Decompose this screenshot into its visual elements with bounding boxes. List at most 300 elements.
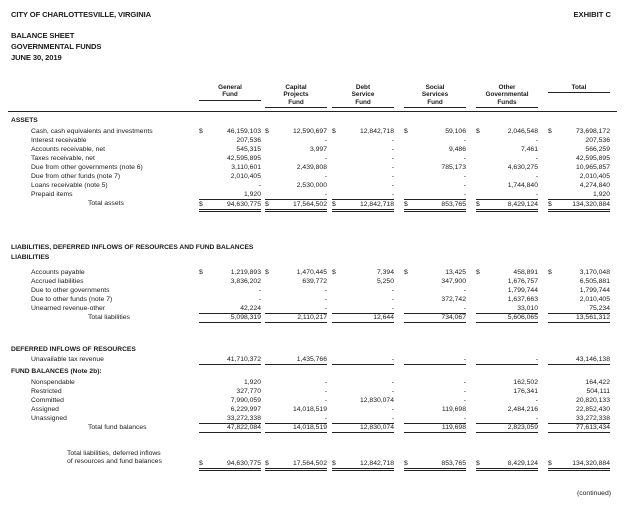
cell-value xyxy=(199,355,261,365)
amount: 853,765 xyxy=(441,460,466,467)
cell-value xyxy=(199,190,261,199)
cell-value xyxy=(199,145,261,154)
cell-value xyxy=(476,355,538,365)
cell-value xyxy=(404,405,466,414)
cell-value xyxy=(476,163,538,172)
amount: - xyxy=(463,155,466,162)
row-unearned xyxy=(0,304,625,313)
cell-value xyxy=(476,268,538,277)
amount: - xyxy=(463,305,466,312)
cell-value xyxy=(476,387,538,396)
amount: - xyxy=(535,155,538,162)
cell-value xyxy=(476,405,538,414)
cell-value xyxy=(548,387,610,396)
col-header-debt-service: Debt Service Fund xyxy=(332,84,394,108)
cell-value xyxy=(476,295,538,304)
cell-value xyxy=(332,190,394,199)
amount: - xyxy=(391,406,394,413)
cell-value xyxy=(548,172,610,181)
amount: 7,990,059 xyxy=(230,397,261,404)
amount: 77,613,434 xyxy=(575,424,610,431)
cell-value xyxy=(476,199,538,212)
col-header-social-services: Social Services Fund xyxy=(404,84,466,108)
cell-value xyxy=(404,295,466,304)
row-label: Due to other funds (note 7) xyxy=(31,296,113,303)
cell-value xyxy=(265,268,327,277)
amount: 46,159,103 xyxy=(226,128,261,135)
cell-value xyxy=(332,396,394,405)
cell-value xyxy=(548,154,610,163)
currency-symbol: $ xyxy=(199,269,203,276)
cell-value xyxy=(404,423,466,433)
cell-value xyxy=(332,154,394,163)
amount: - xyxy=(391,164,394,171)
cell-value xyxy=(199,286,261,295)
cell-value xyxy=(548,181,610,190)
amount: 207,536 xyxy=(236,137,261,144)
amount: - xyxy=(535,415,538,422)
row-loans-recv xyxy=(0,181,625,190)
currency-symbol: $ xyxy=(548,128,552,135)
row-label: Restricted xyxy=(31,388,62,395)
cell-value xyxy=(404,396,466,405)
amount: 4,630,275 xyxy=(507,164,538,171)
amount: - xyxy=(258,287,261,294)
amount: 2,010,405 xyxy=(579,296,610,303)
row-label: Prepaid items xyxy=(31,191,73,198)
row-label: Unavailable tax revenue xyxy=(31,356,104,363)
cell-value xyxy=(404,277,466,286)
amount: 2,439,808 xyxy=(296,164,327,171)
cell-value xyxy=(404,136,466,145)
row-unassigned xyxy=(0,414,625,423)
cell-value xyxy=(265,396,327,405)
cell-value xyxy=(404,378,466,387)
amount: - xyxy=(463,388,466,395)
row-label: Interest receivable xyxy=(31,137,87,144)
amount: - xyxy=(391,388,394,395)
amount: 20,820,133 xyxy=(575,397,610,404)
amount: 2,010,405 xyxy=(230,173,261,180)
cell-value xyxy=(332,199,394,212)
row-label: Nonspendable xyxy=(31,379,75,386)
currency-symbol: $ xyxy=(332,269,336,276)
cell-value xyxy=(548,405,610,414)
cell-value xyxy=(265,127,327,136)
amount: - xyxy=(324,305,327,312)
col-header-general-fund: General Fund xyxy=(199,84,261,101)
currency-symbol: $ xyxy=(476,201,480,208)
cell-value xyxy=(265,355,327,365)
amount: - xyxy=(535,397,538,404)
amount: 1,920 xyxy=(592,191,610,198)
cell-value xyxy=(332,313,394,323)
amount: 43,146,138 xyxy=(575,356,610,363)
cell-value xyxy=(332,163,394,172)
amount: 134,320,884 xyxy=(572,460,610,467)
amount: 47,822,084 xyxy=(226,424,261,431)
amount: 13,425 xyxy=(445,269,466,276)
cell-value xyxy=(265,277,327,286)
cell-value xyxy=(199,154,261,163)
row-nonspendable xyxy=(0,378,625,387)
cell-value xyxy=(476,190,538,199)
amount: - xyxy=(391,137,394,144)
row-prepaid xyxy=(0,190,625,199)
row-label: Taxes receivable, net xyxy=(31,155,95,162)
cell-value xyxy=(199,459,261,471)
amount: 17,564,502 xyxy=(292,201,327,208)
amount: 7,461 xyxy=(520,146,538,153)
amount: 458,891 xyxy=(513,269,538,276)
cell-value xyxy=(404,268,466,277)
cell-value xyxy=(265,423,327,433)
amount: 42,595,895 xyxy=(226,155,261,162)
cell-value xyxy=(332,423,394,433)
cell-value xyxy=(265,181,327,190)
row-due-other-funds xyxy=(0,172,625,181)
amount: 504,111 xyxy=(586,388,610,395)
cell-value xyxy=(548,355,610,365)
amount: 12,644 xyxy=(373,314,394,321)
cell-value xyxy=(476,423,538,433)
amount: 12,842,718 xyxy=(359,460,394,467)
amount: 3,170,048 xyxy=(579,269,610,276)
amount: 2,046,548 xyxy=(507,128,538,135)
col-header-capital-projects: Capital Projects Fund xyxy=(265,84,327,108)
cell-value xyxy=(199,378,261,387)
cell-value xyxy=(199,405,261,414)
currency-symbol: $ xyxy=(548,269,552,276)
cell-value xyxy=(332,181,394,190)
cell-value xyxy=(265,313,327,323)
cell-value xyxy=(476,136,538,145)
cell-value xyxy=(199,163,261,172)
cell-value xyxy=(199,396,261,405)
amount: 639,772 xyxy=(302,278,327,285)
amount: 41,710,372 xyxy=(226,356,261,363)
amount: - xyxy=(324,137,327,144)
amount: 1,799,744 xyxy=(507,287,538,294)
cell-value xyxy=(199,136,261,145)
amount: - xyxy=(535,356,538,363)
amount: - xyxy=(391,415,394,422)
amount: 545,315 xyxy=(236,146,261,153)
amount: 94,630,775 xyxy=(226,460,261,467)
row-total-fb xyxy=(0,423,625,432)
amount: 12,830,074 xyxy=(359,397,394,404)
cell-value xyxy=(548,423,610,433)
amount: - xyxy=(391,287,394,294)
amount: 33,272,338 xyxy=(226,415,261,422)
cell-value xyxy=(476,459,538,471)
cell-value xyxy=(199,172,261,181)
cell-value xyxy=(332,378,394,387)
amount: - xyxy=(324,173,327,180)
row-label: Total assets xyxy=(88,200,124,207)
amount: 734,067 xyxy=(441,314,466,321)
amount: - xyxy=(391,305,394,312)
exhibit-label: EXHIBIT C xyxy=(573,10,611,19)
row-accrued xyxy=(0,277,625,286)
cell-value xyxy=(404,145,466,154)
currency-symbol: $ xyxy=(476,269,480,276)
cell-value xyxy=(476,313,538,323)
row-label xyxy=(67,450,162,466)
statement-subtitle: GOVERNMENTAL FUNDS xyxy=(11,42,102,51)
row-accounts-recv xyxy=(0,145,625,154)
cell-value xyxy=(548,286,610,295)
currency-symbol: $ xyxy=(265,128,269,135)
amount: 2,823,059 xyxy=(507,424,538,431)
amount: 372,742 xyxy=(441,296,466,303)
cell-value xyxy=(265,378,327,387)
amount: 5,098,319 xyxy=(230,314,261,321)
currency-symbol: $ xyxy=(265,269,269,276)
amount: 1,219,893 xyxy=(230,269,261,276)
currency-symbol: $ xyxy=(332,460,336,467)
amount: 164,422 xyxy=(585,379,610,386)
cell-value xyxy=(476,277,538,286)
amount: 8,429,124 xyxy=(507,460,538,467)
row-total-assets xyxy=(0,199,625,208)
row-due-to-gov xyxy=(0,286,625,295)
cell-value xyxy=(199,387,261,396)
amount: 2,530,000 xyxy=(296,182,327,189)
cell-value xyxy=(265,295,327,304)
amount: - xyxy=(463,173,466,180)
amount: 12,830,074 xyxy=(359,424,394,431)
cell-value xyxy=(476,172,538,181)
cell-value xyxy=(404,286,466,295)
cell-value xyxy=(404,199,466,212)
cell-value xyxy=(332,127,394,136)
cell-value xyxy=(548,268,610,277)
amount: - xyxy=(324,296,327,303)
cell-value xyxy=(332,295,394,304)
row-unavailable xyxy=(0,355,625,364)
amount: 1,470,445 xyxy=(296,269,327,276)
cell-value xyxy=(265,199,327,212)
cell-value xyxy=(265,405,327,414)
entity-name: CITY OF CHARLOTTESVILLE, VIRGINIA xyxy=(11,10,152,19)
amount: 1,744,840 xyxy=(507,182,538,189)
cell-value xyxy=(548,396,610,405)
amount: 1,920 xyxy=(243,379,261,386)
row-label: Accounts payable xyxy=(31,269,85,276)
row-taxes-recv xyxy=(0,154,625,163)
amount: - xyxy=(258,296,261,303)
cell-value xyxy=(548,459,610,471)
cell-value xyxy=(332,355,394,365)
currency-symbol: $ xyxy=(548,460,552,467)
cell-value xyxy=(476,286,538,295)
cell-value xyxy=(265,145,327,154)
amount: 119,698 xyxy=(441,424,466,431)
cell-value xyxy=(199,181,261,190)
row-label: Due to other governments xyxy=(31,287,110,294)
section-deferred-inflows: DEFERRED INFLOWS OF RESOURCES xyxy=(11,346,136,353)
row-restricted xyxy=(0,387,625,396)
amount: - xyxy=(535,173,538,180)
cell-value xyxy=(265,286,327,295)
cell-value xyxy=(404,355,466,365)
cell-value xyxy=(404,163,466,172)
cell-value xyxy=(548,313,610,323)
cell-value xyxy=(332,145,394,154)
amount: 2,010,405 xyxy=(579,173,610,180)
cell-value xyxy=(404,154,466,163)
currency-symbol: $ xyxy=(332,128,336,135)
cell-value xyxy=(265,459,327,471)
cell-value xyxy=(199,313,261,323)
currency-symbol: $ xyxy=(265,460,269,467)
amount: - xyxy=(391,379,394,386)
cell-value xyxy=(548,378,610,387)
cell-value xyxy=(404,459,466,471)
currency-symbol: $ xyxy=(199,128,203,135)
amount: 94,630,775 xyxy=(226,201,261,208)
amount: 14,018,519 xyxy=(292,406,327,413)
cell-value xyxy=(476,127,538,136)
row-cash xyxy=(0,127,625,136)
amount: - xyxy=(391,173,394,180)
currency-symbol: $ xyxy=(199,201,203,208)
header-rule xyxy=(8,111,617,112)
amount: 162,502 xyxy=(513,379,538,386)
cell-value xyxy=(476,181,538,190)
col-header-total: Total xyxy=(548,84,610,93)
amount: - xyxy=(463,191,466,198)
cell-value xyxy=(548,295,610,304)
amount: - xyxy=(463,415,466,422)
amount: 5,250 xyxy=(376,278,394,285)
amount: - xyxy=(324,415,327,422)
currency-symbol: $ xyxy=(548,201,552,208)
cell-value xyxy=(548,145,610,154)
amount: - xyxy=(324,287,327,294)
cell-value xyxy=(332,136,394,145)
amount: 119,698 xyxy=(441,406,466,413)
row-label: Cash, cash equivalents and investments xyxy=(31,128,153,135)
currency-symbol: $ xyxy=(404,201,408,208)
cell-value xyxy=(265,154,327,163)
currency-symbol: $ xyxy=(476,128,480,135)
amount: - xyxy=(258,182,261,189)
col-header-other-governmental: Other Governmental Funds xyxy=(476,84,538,108)
currency-symbol: $ xyxy=(199,460,203,467)
cell-value xyxy=(199,268,261,277)
row-committed xyxy=(0,396,625,405)
amount: 7,394 xyxy=(376,269,394,276)
cell-value xyxy=(476,378,538,387)
amount: - xyxy=(324,379,327,386)
amount: - xyxy=(391,182,394,189)
cell-value xyxy=(199,277,261,286)
amount: - xyxy=(463,137,466,144)
cell-value xyxy=(404,172,466,181)
row-due-to-funds xyxy=(0,295,625,304)
statement-date: JUNE 30, 2019 xyxy=(11,53,62,62)
cell-value xyxy=(548,190,610,199)
amount: 17,564,502 xyxy=(292,460,327,467)
cell-value xyxy=(404,181,466,190)
section-liabilities-header: LIABILITIES, DEFERRED INFLOWS OF RESOURCES AND FUND BALANCES xyxy=(11,244,254,251)
amount: 3,110,601 xyxy=(231,164,261,171)
amount: 33,272,338 xyxy=(575,415,610,422)
amount: 4,274,840 xyxy=(579,182,610,189)
currency-symbol: $ xyxy=(404,128,408,135)
amount: 75,234 xyxy=(589,305,610,312)
amount: 1,435,766 xyxy=(296,356,327,363)
amount: - xyxy=(391,296,394,303)
currency-symbol: $ xyxy=(476,460,480,467)
amount: 785,173 xyxy=(441,164,466,171)
amount: 8,429,124 xyxy=(507,201,538,208)
cell-value xyxy=(332,405,394,414)
row-label-line: Total liabilities, deferred inflows xyxy=(67,450,161,457)
amount: 6,229,997 xyxy=(230,406,261,413)
amount: - xyxy=(463,182,466,189)
row-label: Due from other funds (note 7) xyxy=(31,173,121,180)
cell-value xyxy=(332,286,394,295)
cell-value xyxy=(199,199,261,212)
row-label: Unearned revenue-other xyxy=(31,305,106,312)
row-label: Unassigned xyxy=(31,415,67,422)
amount: 134,320,884 xyxy=(572,201,610,208)
amount: - xyxy=(535,137,538,144)
amount: - xyxy=(324,388,327,395)
amount: - xyxy=(535,191,538,198)
row-label: Accounts receivable, net xyxy=(31,146,106,153)
cell-value xyxy=(548,127,610,136)
amount: 1,799,744 xyxy=(579,287,610,294)
amount: 9,486 xyxy=(448,146,466,153)
cell-value xyxy=(476,145,538,154)
amount: 12,842,718 xyxy=(359,201,394,208)
amount: - xyxy=(391,356,394,363)
amount: - xyxy=(324,397,327,404)
amount: - xyxy=(391,155,394,162)
section-assets: ASSETS xyxy=(11,117,38,124)
cell-value xyxy=(332,268,394,277)
amount: 73,698,172 xyxy=(575,128,610,135)
amount: - xyxy=(324,155,327,162)
amount: 10,965,857 xyxy=(575,164,610,171)
amount: 1,676,757 xyxy=(507,278,538,285)
row-label: Loans receivable (note 5) xyxy=(31,182,108,189)
row-interest xyxy=(0,136,625,145)
amount: 6,505,881 xyxy=(579,278,610,285)
amount: - xyxy=(463,287,466,294)
continued-note: (continued) xyxy=(576,490,611,497)
amount: 207,536 xyxy=(585,137,610,144)
row-label: Assigned xyxy=(31,406,59,413)
cell-value xyxy=(404,313,466,323)
row-label: Total fund balances xyxy=(88,424,147,431)
cell-value xyxy=(404,387,466,396)
amount: 1,637,663 xyxy=(507,296,538,303)
amount: 5,606,065 xyxy=(507,314,538,321)
amount: 2,110,217 xyxy=(297,314,327,321)
cell-value xyxy=(476,396,538,405)
amount: 1,920 xyxy=(243,191,261,198)
row-label: Due from other governments (note 6) xyxy=(31,164,143,171)
cell-value xyxy=(332,277,394,286)
amount: 327,770 xyxy=(236,388,261,395)
amount: 13,561,312 xyxy=(575,314,610,321)
cell-value xyxy=(548,163,610,172)
